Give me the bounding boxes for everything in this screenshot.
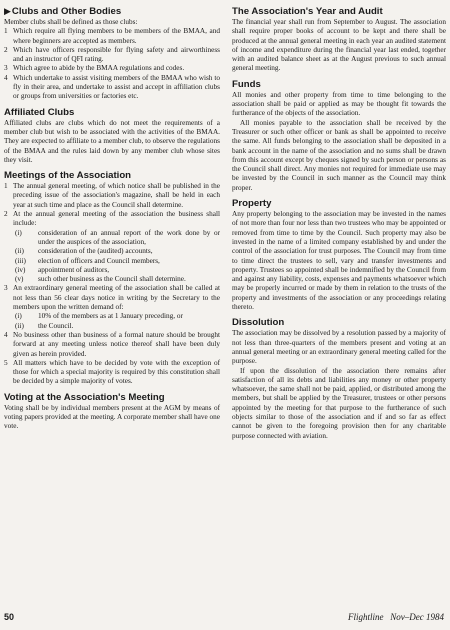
voting-heading: Voting at the Association's Meeting: [4, 391, 165, 403]
dissolution-paragraph: If upon the dissolution of the association there remains after satisfaction of all its debts and liabilities any money or other property whatsoever, the same shall not be paid, applied, or distributed among the members, but shall be applied by the Treasurer, trustees or other persons appointed by the meeting for that purpose to the furtherance of such objects similar to those of the association and if and so far as effect cannot be given to the foregoing provision then for any charitable purpose connected with aviation.: [232, 366, 446, 440]
page-number: 50: [4, 612, 15, 622]
magazine-title: Flightline: [348, 612, 384, 622]
sub-list-item: (iii) election of officers and Council members,: [15, 256, 160, 265]
list-item: 1 Which require all flying members to be members of the BMAA, and where beginners are accepted as members.: [4, 27, 220, 45]
page-footer: [4, 612, 444, 626]
left-column: [4, 6, 220, 437]
section-funds: [232, 79, 446, 193]
sub-list-item: (iv) appointment of auditors,: [15, 265, 110, 274]
clubs-intro: Member clubs shall be defined as those clubs:: [4, 18, 138, 26]
year-text: The financial year shall run from September to August. The association shall require proper books of account to be kept and there shall be produced at the annual general meeting in each year an audited statement of income and expenditure during the financial year last ended, together with an audited balance sheet as at the August previous to such annual general meeting.: [232, 18, 446, 73]
affiliated-text: Affiliated clubs are clubs which do not meet the requirements of a member club but wish to be associated with the activities of the BMAA. They are expected to affiliate to a member club, to observe the regulations of the BMAA and the rules laid down by any member club whose sites they visit.: [4, 118, 220, 164]
dissolution-heading: Dissolution: [232, 317, 285, 329]
sub-list-item: (ii) consideration of the (audited) accounts,: [15, 247, 153, 256]
sub-list-item: (ii) the Council.: [15, 321, 74, 330]
section-dissolution: [232, 317, 446, 441]
magazine-issue: [348, 612, 444, 622]
triangle-bullet-icon: ▶: [4, 6, 11, 16]
section-clubs: [4, 6, 220, 102]
egm-demand-list: [13, 312, 220, 331]
list-item: 4 Which undertake to assist visiting members of the BMAA who wish to fly in their area, and undertake to assist and accept in affiliation clubs or groups from universities or factories etc.: [4, 73, 220, 101]
list-item: 5 All matters which have to be decided by vote with the exception of those for which a special majority is required by this constitution shall be decided by a simple majority of votes.: [4, 358, 220, 386]
agm-business-list: [13, 229, 220, 285]
list-item: 2 Which have officers responsible for flying safety and airworthiness and an instructor of QFI rating.: [4, 45, 220, 64]
sub-list-item: (i) 10% of the members as at 1 January preceding, or: [15, 312, 183, 321]
affiliated-heading: Affiliated Clubs: [4, 106, 75, 118]
year-heading: The Association's Year and Audit: [232, 6, 383, 17]
clubs-heading: ▶Clubs and Other Bodies: [4, 6, 122, 17]
section-affiliated: [4, 107, 220, 165]
sub-list-item: (i) consideration of an annual report of the work done by or under the auspices of the association,: [15, 228, 220, 246]
clubs-list: [4, 27, 220, 101]
section-year-audit: [232, 6, 446, 74]
funds-paragraph: All monies payable to the association shall be received by the Treasurer or such other officer or bank as shall be appointed to receive the same. All funds belonging to the association shall be deposited in a bank account in the name of the association and no sums shall be drawn from this account except by cheques signed by such person or persons as the Council shall direct. Any monies not required for immediate use may be invested by the Council in such manner as the Council may think proper.: [232, 118, 446, 192]
section-property: [232, 198, 446, 312]
list-item: 3 An extraordinary general meeting of the association shall be called at not less than 56 clear days notice in writing by the Secretary to the members upon the written demand of: (i) 10% of the members as at 1 January preceding, or (ii) the Council.: [4, 284, 220, 330]
property-text: Any property belonging to the association may be invested in the names of not more than four nor less than two trustees who may be appointed or removed from time to time by the Council. Such property may also be invested in the name of a limited company established by and under the control of the association for trust purposes. The Council may from time to time direct the trustees to sell, vary and transfer investments and property. Trustees so appointed shall be indemnified by the Council from and against any liability, costs, expenses and payments whatsoever which may be properly incurred or made by them in relation to the trusts of the property and investments of the association or any proceedings relating thereto.: [232, 210, 446, 312]
meetings-list: [4, 182, 220, 387]
list-item: 1 The annual general meeting, of which notice shall be published in the preceding issue of the association's magazine, shall be held in each year at such time and place as the Council shall determine.: [4, 182, 220, 209]
list-item: 3 Which agree to abide by the BMAA regulations and codes.: [4, 64, 185, 73]
funds-paragraph: All monies and other property from time to time belonging to the association shall be paid or applied as may be thought fit towards the furtherance of the objects of the association.: [232, 90, 446, 118]
issue-date: Nov–Dec 1984: [390, 612, 444, 622]
funds-heading: Funds: [232, 78, 261, 90]
section-meetings: [4, 170, 220, 387]
property-heading: Property: [232, 198, 272, 210]
meetings-heading: Meetings of the Association: [4, 170, 132, 182]
section-voting: [4, 392, 220, 432]
list-item: 4 No business other than business of a formal nature should be brought forward at any meeting unless notice thereof shall have been duly given as herein provided.: [4, 330, 220, 358]
list-item: 2 At the annual general meeting of the association the business shall include: (i) consideration of an annual report of the work done by or under the auspices of the association, (ii) consideration of the (audited) accounts, (iii) election of officers and Council members, (iv) appointment of auditors, (v) such other business as the Council shall determine.: [4, 210, 220, 284]
dissolution-paragraph: The association may be dissolved by a resolution passed by a majority of not less than three-quarters of the members present and voting at an annual general meeting or an extraordinary general meeting called for the purpose.: [232, 329, 446, 366]
sub-list-item: (v) such other business as the Council shall determine.: [15, 275, 186, 284]
right-column: [232, 6, 446, 446]
voting-text: Voting shall be by individual members present at the AGM by means of voting papers provided at the meeting. A corporate member shall have one vote.: [4, 403, 220, 431]
